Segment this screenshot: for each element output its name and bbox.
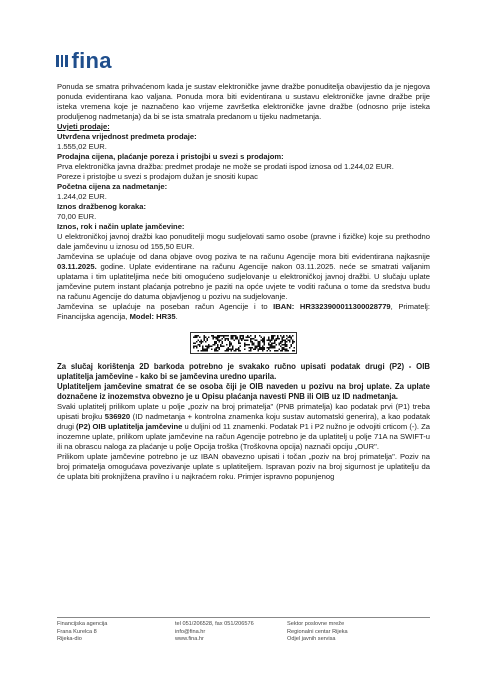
logo-bars-icon (56, 55, 68, 67)
footer-line: Frana Kurelca 8 (57, 628, 97, 635)
footer-line: Regionalni centar Rijeka (287, 628, 348, 635)
deadline-date: 03.11.2025. (57, 262, 97, 271)
footer-line: Financijska agencija (57, 621, 108, 627)
last-paragraph: Prilikom uplate jamčevine potrebno je uz IBAN obavezno upisati i točan „poziv na broj primatelja". Poziv na broj primatelja omogućava povezivanje uplate s uplatiteljem. Ispravan poziv na broj sigurnost je uplatitelju da će uplata biti proknjižena pravilno i u najkraćem roku. Primjer ispravno popunjenog (57, 452, 430, 481)
iban-paragraph (57, 302, 430, 322)
reference-text-3: u duljini od 11 znamenki. Podatak P1 i P2 nužno je odvojiti crticom (-). Za inozemne uplate, prilikom uplate jamčevine na račun Agencije potrebno je da uplatitelj u polje 71A na SWIFT-u ili na obrascu naloga za plaćanje u polje Opcija troška (Troškovna opcija) naznači opciju „OUR". (57, 422, 430, 451)
reference-text-2: (ID nadmetanja + kontrolna znamenka koju sustav automatski generira), a kao podatak drugi (57, 412, 430, 431)
footer-line: Rijeka-dio (57, 636, 82, 642)
start-price-title: Početna cijena za nadmetanje: (57, 182, 168, 191)
price-title: Prodajna cijena, plaćanje poreza i pristojbi u svezi s prodajom: (57, 152, 284, 161)
intro-paragraph: Ponuda se smatra prihvaćenom kada je sustav elektroničke javne dražbe ponuditelja obavijestio da je njegova ponuda evidentirana kao valjana. Ponuda mora biti evidentirana u sustavu elektroničke javne dražbe prije isteka vremena koje je naznačeno kao vrijeme završetka elektroničke javne dražbe (odnosno prije isteka produljenog nadmetanja) da bi se ista smatrala predanom u tijeku nadmetanja. (57, 82, 430, 121)
barcode-note: Za slučaj korištenja 2D barkoda potrebno je svakako ručno upisati podatak drugi (P2) - OIB uplatitelja jamčevine - kako bi se jamčevina uredno uparila. (57, 362, 430, 381)
price-text-2: Poreze i pristojbe u svezi s prodajom dužan je snositi kupac (57, 172, 258, 181)
iban-text-3: . (175, 312, 178, 321)
deposit-text: U elektroničkoj javnoj dražbi kao ponuditelji mogu sudjelovati samo osobe (pravne i fizičke) koje su prethodno dale jamčevinu u iznosu od 155,50 EUR. (57, 232, 430, 251)
footer-col-address (57, 621, 107, 644)
fina-logo (56, 50, 112, 72)
value-title: Utvrđena vrijednost predmeta prodaje: (57, 132, 197, 141)
step-text: 70,00 EUR. (57, 212, 97, 221)
deadline-text-1: Jamčevina se uplaćuje od dana objave ovog poziva te na računu Agencije mora biti evidentirana najkasnije (57, 252, 430, 261)
reference-paragraph (57, 402, 430, 452)
reference-text-1: Svaki uplatitelj prilikom uplate u polje „poziv na broj primatelja" (PNB primatelja) kao podatak prvi (P1) treba upisati brojku (57, 402, 430, 421)
deposit-title: Iznos, rok i način uplate jamčevine: (57, 222, 185, 231)
oib-note: Uplatiteljem jamčevine smatrat će se osoba čiji je OIB naveden u pozivu na broj uplate. Za uplate doznačene iz inozemstva obvezno je u Opisu plaćanja navesti PNB ili OIB uz ID nadmetanja. (57, 382, 430, 401)
document-body (57, 82, 430, 482)
iban-text-2: , Primatelj: Financijska agencija, (57, 302, 430, 321)
2d-barcode-icon (190, 332, 297, 354)
footer-line: Sektor poslovne mreže (287, 621, 345, 627)
footer-web-link[interactable]: www.fina.hr (175, 636, 204, 642)
footer-col-contact (175, 621, 254, 644)
iban-text-1: Jamčevina se uplaćuje na poseban račun Agencije i to (57, 302, 274, 311)
logo-wordmark: fina (71, 48, 112, 73)
price-text-1: Prva elektronička javna dražba: predmet prodaje ne može se prodati ispod iznosa od 1.244,02 EUR. (57, 162, 394, 171)
reference-p2: (P2) OIB uplatitelja jamčevine (76, 422, 183, 431)
barcode-container (57, 332, 430, 354)
footer-line: Odjel javnih servisa (287, 636, 336, 642)
deadline-paragraph (57, 252, 430, 302)
reference-number: 536920 (104, 412, 131, 421)
footer-divider (57, 617, 430, 618)
value-text: 1.555,02 EUR. (57, 142, 107, 151)
start-price-text: 1.244,02 EUR. (57, 192, 107, 201)
footer-email-link[interactable]: info@fina.hr (175, 628, 206, 635)
iban-number: IBAN: HR3323900011300028779 (273, 302, 391, 311)
footer-line: tel 051/206528, fax 051/206576 (175, 621, 254, 627)
deadline-text-2: godine. Uplate evidentirane na računu Agencije nakon 03.11.2025. neće se smatrati valjanim uplatama i tim uplatiteljima neće biti omogućeno sudjelovanje u elektroničkoj javnoj dražbi. U slučaju uplate jamčevine putem instant plaćanja potrebno je paziti na opće uvjete te voditi računa o tome da sredstva budu na računu Agencije do datuma objavljenog u pozivu na sudjelovanje. (57, 262, 430, 301)
iban-model: Model: HR35 (129, 312, 176, 321)
footer-col-department (287, 621, 348, 644)
conditions-title: Uvjeti prodaje: (57, 122, 110, 131)
step-title: Iznos dražbenog koraka: (57, 202, 147, 211)
